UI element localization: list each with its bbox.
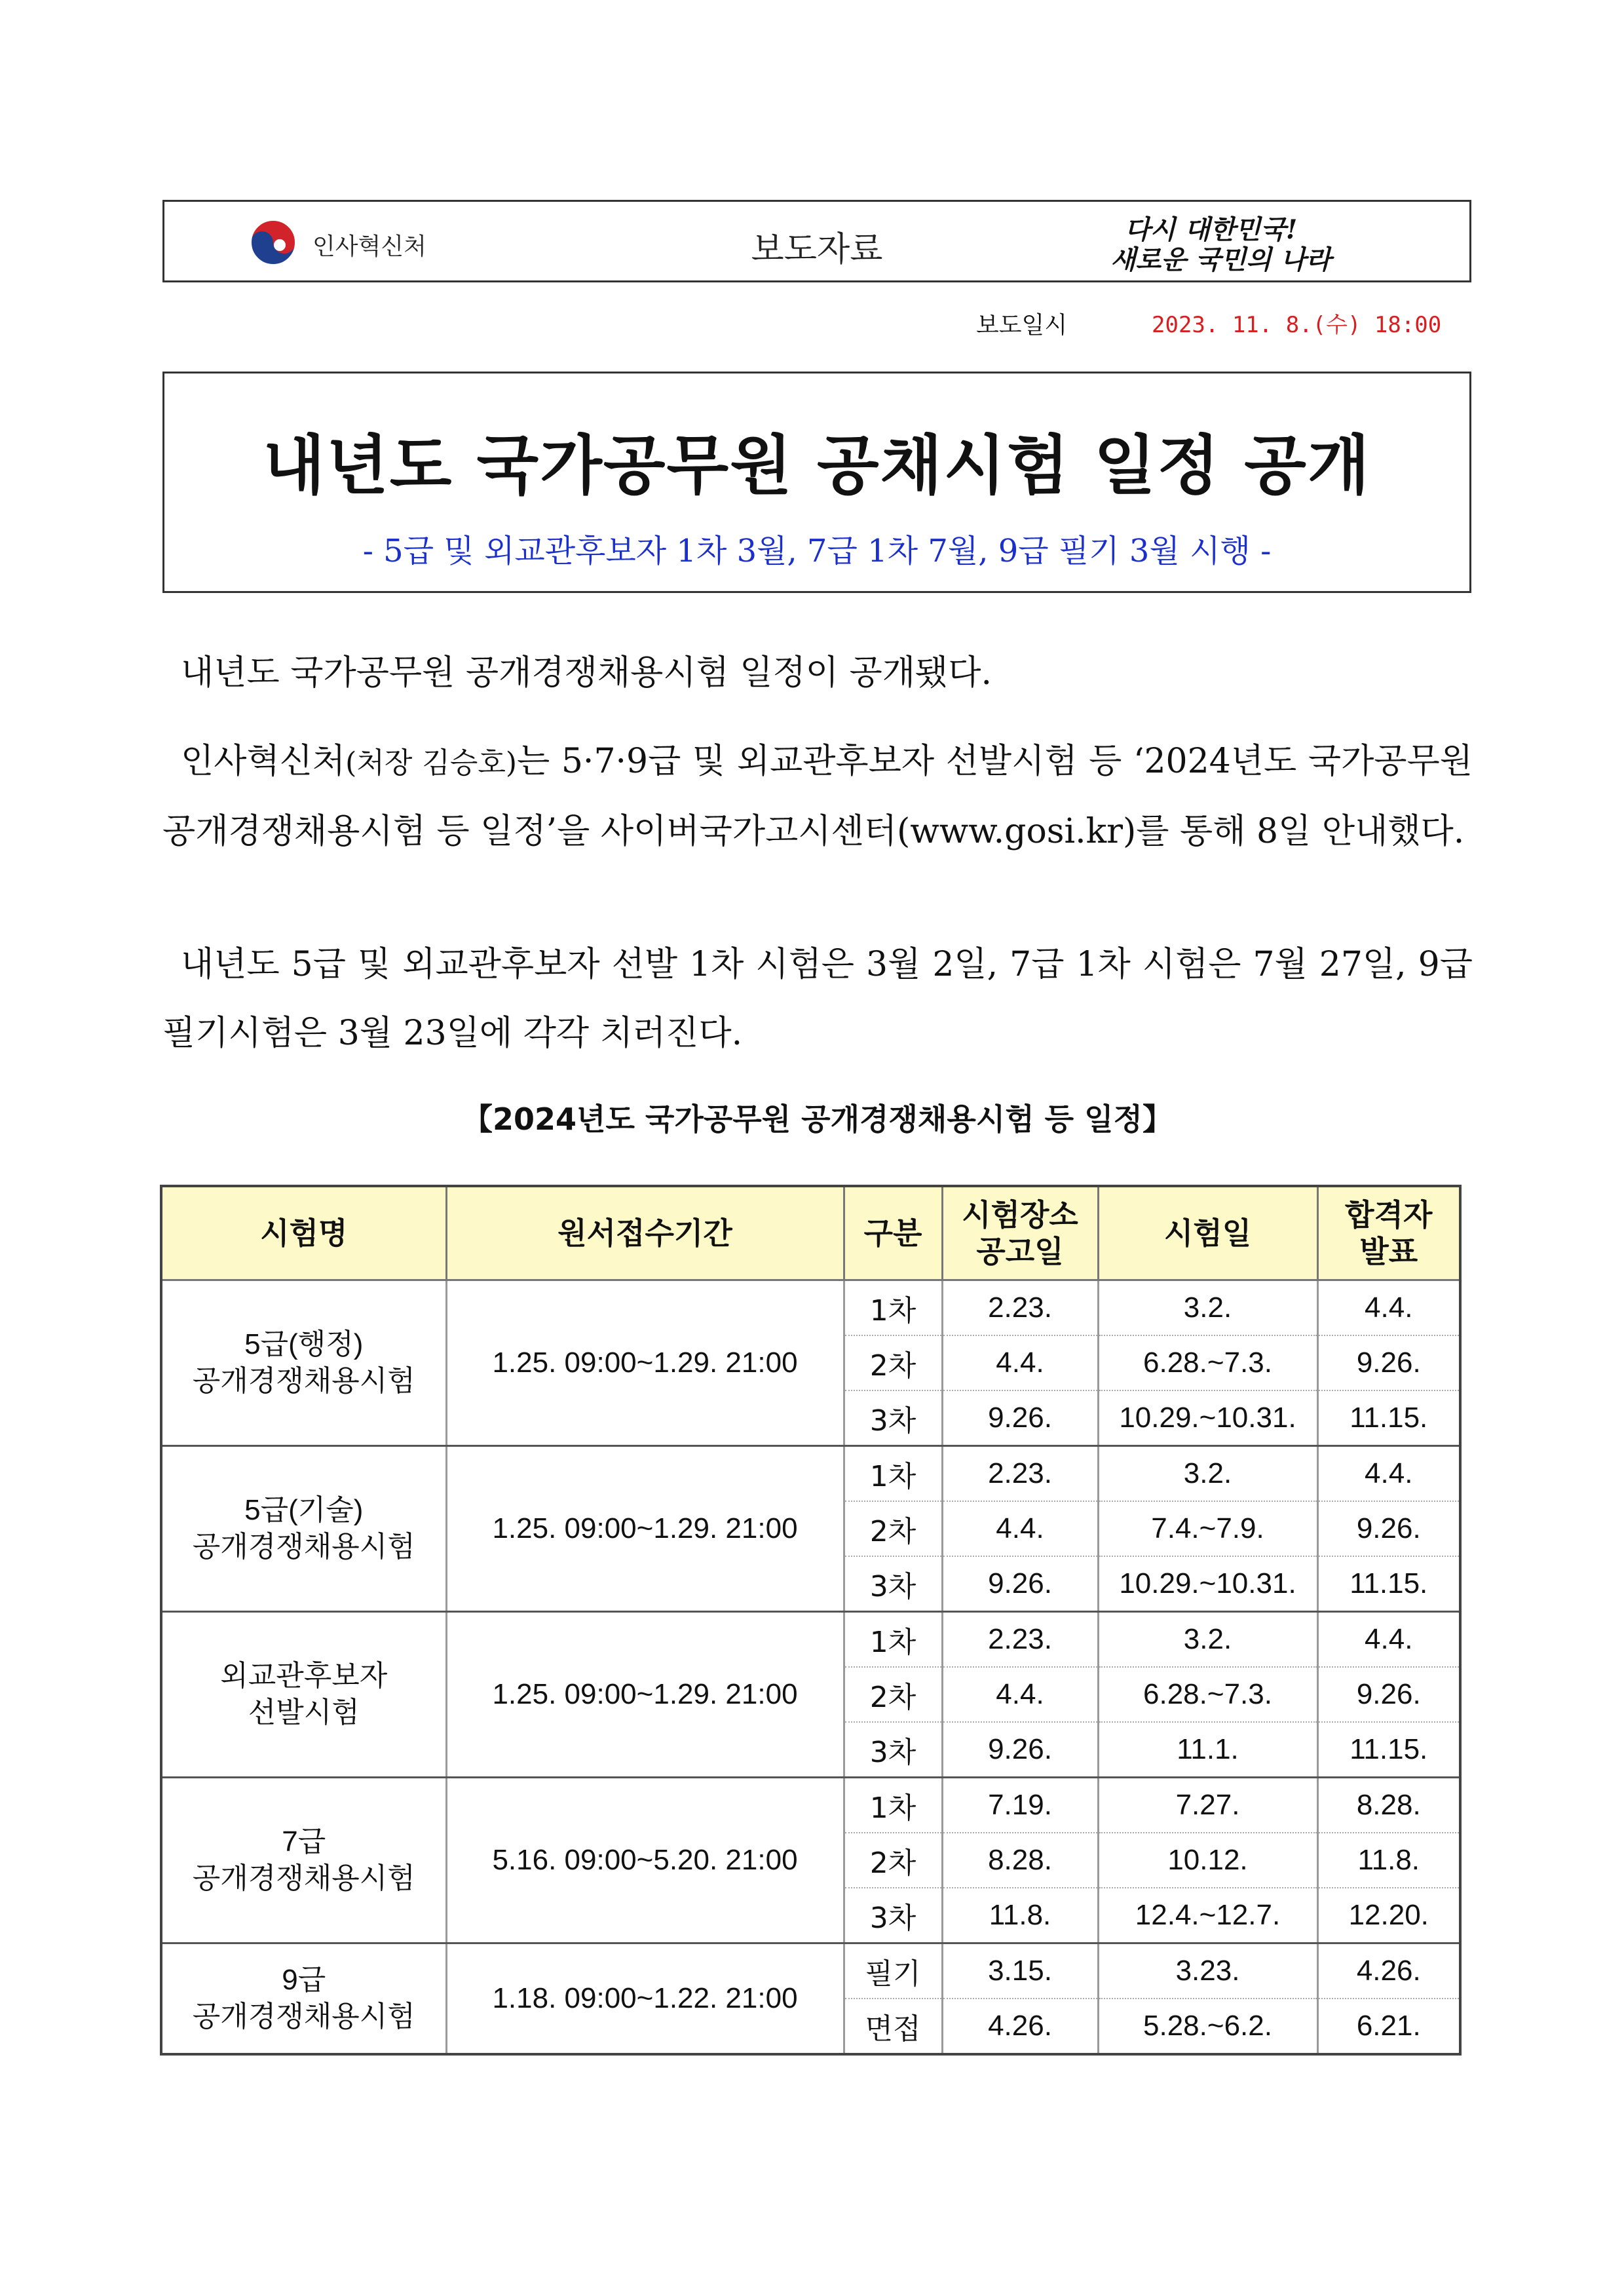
exam-name-line-2: 공개경쟁채용시험 [192, 1862, 415, 1894]
slogan-line-1: 다시 대한민국! [1125, 214, 1298, 245]
table-row [161, 1778, 1460, 1833]
exam-date-cell: 3.2. [1098, 1280, 1317, 1336]
org-name: 인사혁신처 [312, 233, 426, 260]
exam-name-cell [161, 1612, 446, 1778]
exam-date-cell: 12.4.~12.7. [1098, 1888, 1317, 1943]
exam-date-cell: 3.2. [1098, 1446, 1317, 1502]
venue-notice-date-cell: 4.4. [942, 1667, 1098, 1722]
paragraph-1-text: 내년도 국가공무원 공개경쟁채용시험 일정이 공개됐다. [181, 653, 992, 693]
result-date-cell: 11.15. [1317, 1390, 1460, 1446]
table-row [161, 1943, 1460, 1999]
exam-date-cell: 7.27. [1098, 1778, 1317, 1833]
result-date-cell: 4.4. [1317, 1612, 1460, 1668]
result-date-cell: 9.26. [1317, 1501, 1460, 1556]
result-date-cell: 4.26. [1317, 1943, 1460, 1999]
exam-date-cell: 10.29.~10.31. [1098, 1390, 1317, 1446]
stage-cell: 2차 [844, 1335, 942, 1390]
result-date-cell: 4.4. [1317, 1280, 1460, 1336]
exam-name-cell [161, 1280, 446, 1446]
stage-cell: 3차 [844, 1722, 942, 1778]
stage-cell: 3차 [844, 1556, 942, 1612]
exam-name-line-2: 공개경쟁채용시험 [192, 2000, 415, 2033]
header-date: 시험일 [1098, 1186, 1317, 1280]
exam-date-cell: 10.29.~10.31. [1098, 1556, 1317, 1612]
headline-box [162, 372, 1471, 593]
result-date-cell: 11.15. [1317, 1556, 1460, 1612]
exam-name-line-1: 9급 [282, 1964, 326, 1996]
venue-notice-date-cell: 2.23. [942, 1280, 1098, 1336]
application-period-cell: 1.25. 09:00~1.29. 21:00 [446, 1446, 844, 1612]
exam-name-line-2: 공개경쟁채용시험 [192, 1531, 415, 1563]
venue-notice-date-cell: 4.4. [942, 1501, 1098, 1556]
doc-type: 보도자료 [751, 230, 883, 269]
release-datetime: 2023. 11. 8.(수) 18:00 [1152, 312, 1442, 338]
exam-name-line-2: 선발시험 [248, 1696, 360, 1729]
exam-name-cell [161, 1446, 446, 1612]
paragraph-3 [162, 930, 1473, 1068]
application-period-cell: 1.25. 09:00~1.29. 21:00 [446, 1612, 844, 1778]
venue-notice-date-cell: 3.15. [942, 1943, 1098, 1999]
exam-date-cell: 5.28.~6.2. [1098, 1999, 1317, 2054]
header-result: 합격자 발표 [1317, 1186, 1460, 1280]
result-date-cell: 9.26. [1317, 1335, 1460, 1390]
stage-cell: 1차 [844, 1612, 942, 1668]
slogan-line-2: 새로운 국민의 나라 [1110, 244, 1331, 275]
slogan-calligraphy [1105, 208, 1407, 277]
exam-name-cell [161, 1943, 446, 2055]
venue-notice-date-cell: 9.26. [942, 1722, 1098, 1778]
release-label: 보도일시 [976, 312, 1068, 339]
result-date-cell: 12.20. [1317, 1888, 1460, 1943]
table-row [161, 1446, 1460, 1502]
venue-notice-date-cell: 8.28. [942, 1833, 1098, 1888]
paragraph-2-org: 인사혁신처 [181, 742, 346, 781]
result-date-cell: 11.8. [1317, 1833, 1460, 1888]
application-period-cell: 5.16. 09:00~5.20. 21:00 [446, 1778, 844, 1943]
stage-cell: 2차 [844, 1833, 942, 1888]
paragraph-2 [162, 727, 1473, 866]
stage-cell: 1차 [844, 1778, 942, 1833]
paragraph-2-text: 는 5·7·9급 및 외교관후보자 선발시험 등 ‘2024년도 국가공무원 공개경쟁채용시험 등 일정’을 사이버국가고시센터(www.gosi.kr)를 통해 8일 안내했다. [162, 742, 1473, 851]
exam-date-cell: 3.23. [1098, 1943, 1317, 1999]
result-date-cell: 8.28. [1317, 1778, 1460, 1833]
exam-name-line-1: 7급 [282, 1826, 326, 1858]
application-period-cell: 1.18. 09:00~1.22. 21:00 [446, 1943, 844, 2055]
table-row [161, 1612, 1460, 1668]
application-period-cell: 1.25. 09:00~1.29. 21:00 [446, 1280, 844, 1446]
venue-notice-date-cell: 2.23. [942, 1612, 1098, 1668]
venue-notice-date-cell: 2.23. [942, 1446, 1098, 1502]
exam-date-cell: 6.28.~7.3. [1098, 1667, 1317, 1722]
stage-cell: 3차 [844, 1390, 942, 1446]
result-date-cell: 11.15. [1317, 1722, 1460, 1778]
stage-cell: 1차 [844, 1446, 942, 1502]
header-gubun: 구분 [844, 1186, 942, 1280]
header-period: 원서접수기간 [446, 1186, 844, 1280]
header-exam: 시험명 [161, 1186, 446, 1280]
stage-cell: 3차 [844, 1888, 942, 1943]
sub-title: - 5급 및 외교관후보자 1차 3월, 7급 1차 7월, 9급 필기 3월 시행 - [362, 533, 1272, 569]
exam-name-line-1: 5급(행정) [244, 1328, 364, 1360]
paragraph-3-text: 내년도 5급 및 외교관후보자 선발 1차 시험은 3월 2일, 7급 1차 시험은 7월 27일, 9급 필기시험은 3월 23일에 각각 치러진다. [162, 945, 1473, 1053]
venue-notice-date-cell: 9.26. [942, 1390, 1098, 1446]
exam-name-line-1: 외교관후보자 [220, 1660, 388, 1692]
venue-notice-date-cell: 4.26. [942, 1999, 1098, 2054]
result-date-cell: 6.21. [1317, 1999, 1460, 2054]
header-venue: 시험장소 공고일 [942, 1186, 1098, 1280]
stage-cell: 면접 [844, 1999, 942, 2054]
table-caption: 【2024년도 국가공무원 공개경쟁채용시험 등 일정】 [463, 1101, 1173, 1137]
exam-name-cell [161, 1778, 446, 1943]
venue-notice-date-cell: 4.4. [942, 1335, 1098, 1390]
table-row [161, 1280, 1460, 1336]
venue-notice-date-cell: 9.26. [942, 1556, 1098, 1612]
exam-date-cell: 3.2. [1098, 1612, 1317, 1668]
exam-name-line-2: 공개경쟁채용시험 [192, 1365, 415, 1397]
venue-notice-date-cell: 11.8. [942, 1888, 1098, 1943]
exam-date-cell: 10.12. [1098, 1833, 1317, 1888]
schedule-body [161, 1280, 1460, 2055]
stage-cell: 2차 [844, 1667, 942, 1722]
stage-cell: 2차 [844, 1501, 942, 1556]
main-title: 내년도 국가공무원 공채시험 일정 공개 [263, 429, 1371, 503]
exam-date-cell: 7.4.~7.9. [1098, 1501, 1317, 1556]
stage-cell: 필기 [844, 1943, 942, 1999]
stage-cell: 1차 [844, 1280, 942, 1336]
paragraph-2-head: (처장 김승호) [345, 746, 518, 780]
exam-name-line-1: 5급(기술) [244, 1494, 364, 1526]
result-date-cell: 9.26. [1317, 1667, 1460, 1722]
exam-date-cell: 11.1. [1098, 1722, 1317, 1778]
press-header [162, 200, 1471, 282]
schedule-table [160, 1185, 1462, 2056]
result-date-cell: 4.4. [1317, 1446, 1460, 1502]
paragraph-1 [162, 639, 1473, 708]
table-header-row [161, 1186, 1460, 1280]
exam-date-cell: 6.28.~7.3. [1098, 1335, 1317, 1390]
venue-notice-date-cell: 7.19. [942, 1778, 1098, 1833]
